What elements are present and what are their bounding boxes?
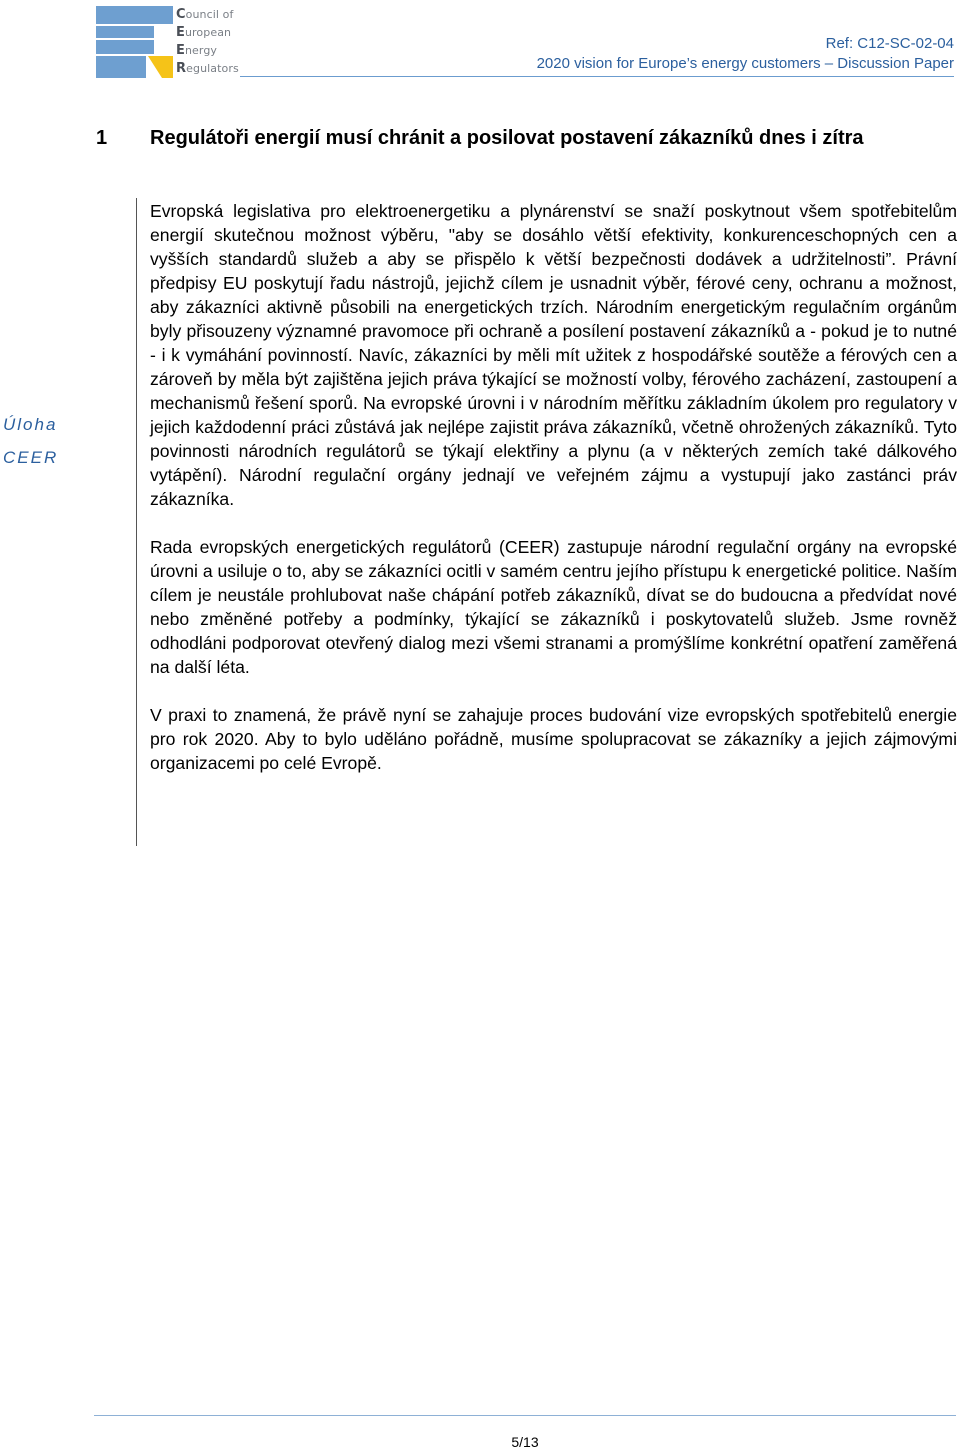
logo-bar-4 [96,56,146,78]
logo-line-european: European [176,25,232,40]
logo-bar-1 [96,6,173,24]
logo-line-council: Council of [176,7,234,22]
logo-yellow-wedge [148,56,173,78]
logo-bar-3 [96,40,154,54]
page-number: 5/13 [511,1434,539,1450]
paragraph-3: V praxi to znamená, že právě nyní se zahajuje proces budování vize evropských spotřebitelů energie pro rok 2020. Aby to bylo uděláno pořádně, musíme spolupracovat se zákazníky a jejich zájmovými organizacemi po celé Evropě. [150,705,957,773]
document-title: 2020 vision for Europe’s energy customers – Discussion Paper [536,55,954,72]
logo-line-regulators: Regulators [176,61,239,76]
margin-note-line-1: Úloha [3,415,58,434]
ceer-logo [96,6,239,80]
logo-wordmark [176,6,238,78]
section-title: Regulátoři energií musí chránit a posilovat postavení zákazníků dnes i zítra [150,127,864,149]
paragraph-1: Evropská legislativa pro elektroenergetiku a plynárenství se snaží poskytnout všem spotřebitelům energií skutečnou možnost výběru, "aby se dosáhlo větší efektivity, konkurenceschopných cen a vyšších standardů služeb a aby se přispělo k větší bezpečnosti dodávek a udržitelnosti”. Právní předpisy EU poskytují řadu nástrojů, jejichž cílem je usnadnit výběr, férové ceny, ochranu a možnost, aby zákazníci aktivně působili na energetických trzích. Národním energetickým regulačním orgánům byly přisouzeny významné pravomoce při ochraně a posílení postavení zákazníků a - pokud je to nutné - i k vymáhání povinností. Navíc, zákazníci by měli mít užitek z hospodářské soutěže a férových cen a zároveň by měla být zajištěna jejich práva týkající se možností volby, férového zacházení, zastoupení a mechanismů řešení sporů. Na evropské úrovni i v národním měřítku základním úkolem pro regulatory v jejich každodenní práci zůstává jak nejlépe zajistit práva zákazníků, včetně ohrožených zákazníků. Tyto povinnosti národních regulátorů se týkají elektřiny a plynu (a v některých zemích také dálkového vytápění). Národní regulační orgány jednají ve veřejném zájmu a vystupují jako zastánci práv zákazníka. [150,201,957,509]
margin-vertical-rule [136,198,137,846]
paragraph-2: Rada evropských energetických regulátorů (CEER) zastupuje národní regulační orgány na evropské úrovni a usiluje o to, aby se zákazníci ocitli v samém centru jejího přístupu k energetické politice. Naším cílem je neustále prohlubovat naše chápání potřeb zákazníků, dívat se do budoucna a předvídat nové nebo změněné potřeby a podmínky, týkající se zákazníků i poskytovatelů služeb. Jsme rovněž odhodláni podporovat otevřený dialog mezi všemi stranami a promýšlíme konkrétní opatření zaměřená na další léta. [150,537,957,677]
margin-note [3,408,83,474]
logo-line-energy: Energy [176,43,218,58]
logo-bars-graphic [96,6,174,78]
section-number: 1 [96,127,108,149]
header-divider [240,76,954,77]
logo-bar-2 [96,26,154,38]
margin-note-line-2: CEER [3,448,59,467]
footer-divider [94,1415,956,1416]
body-text [150,199,957,799]
document-reference: Ref: C12-SC-02-04 [825,35,954,52]
